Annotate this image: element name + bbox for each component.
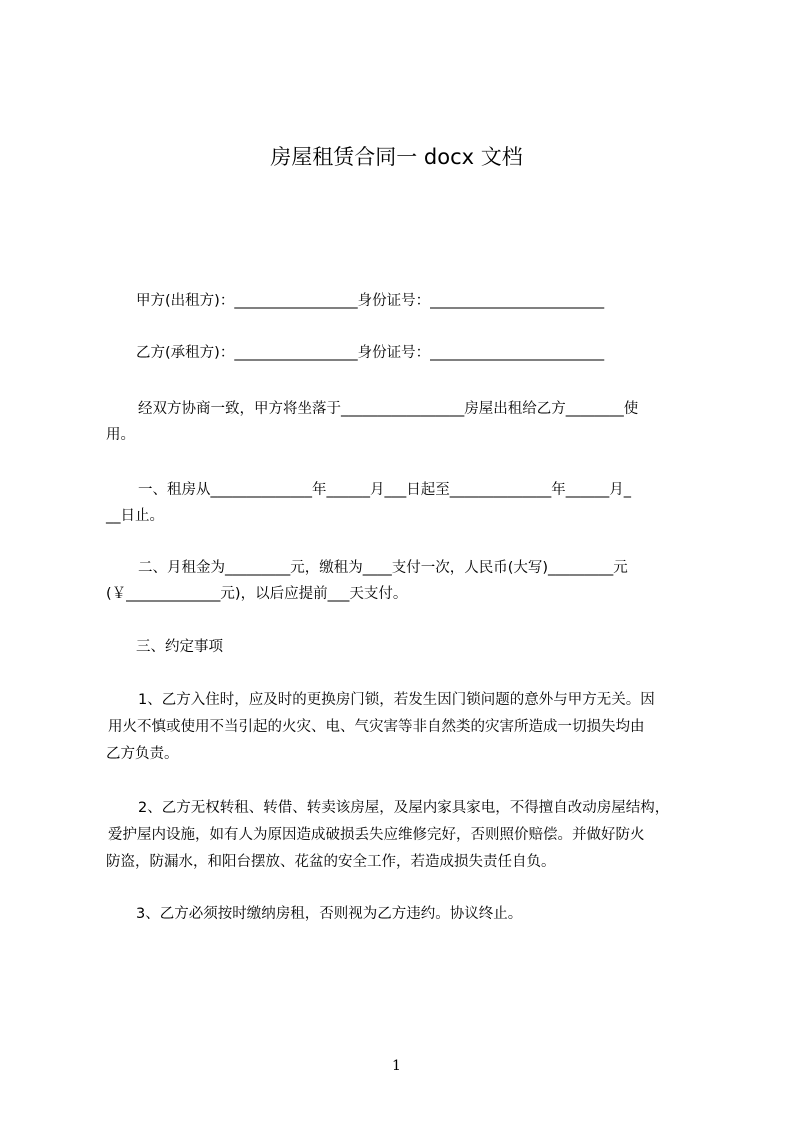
clause-3-item-1-line-2: 用火不慎或使用不当引起的火灾、电、气灾害等非自然类的灾害所造成一切损失均由 — [108, 719, 645, 735]
clause-2-line-1: 二、月租金为_________元，缴租为____支付一次，人民币(大写)_________元 — [138, 560, 628, 576]
party-b-line: 乙方(承租方)：_________________身份证号：________________________ — [136, 345, 605, 361]
clause-3-item-1-line-3: 乙方负责。 — [106, 746, 179, 762]
clause-2-line-2: (￥_____________元)，以后应提前___天支付。 — [106, 586, 408, 602]
party-a-line: 甲方(出租方)：_________________身份证号：________________________ — [136, 293, 605, 309]
clause-3-item-2-line-3: 防盗，防漏水，和阳台摆放、花盆的安全工作，若造成损失责任自负。 — [106, 854, 556, 870]
agreement-line-2: 用。 — [106, 427, 135, 443]
clause-3-item-2-line-1: 2、乙方无权转租、转借、转卖该房屋，及屋内家具家电，不得擅自改动房屋结构， — [138, 800, 670, 816]
clause-3-item-1-line-1: 1、乙方入住时，应及时的更换房门锁，若发生因门锁问题的意外与甲方无关。因 — [138, 692, 655, 708]
agreement-line-1: 经双方协商一致，甲方将坐落于_________________房屋出租给乙方________使 — [138, 401, 639, 417]
clause-3-item-2-line-2: 爱护屋内设施，如有人为原因造成破损丢失应维修完好，否则照价赔偿。并做好防火 — [108, 827, 645, 843]
clause-3-item-3-line-1: 3、乙方必须按时缴纳房租，否则视为乙方违约。协议终止。 — [136, 906, 523, 922]
clause-3-heading: 三、约定事项 — [136, 639, 223, 655]
clause-1-line-1: 一、租房从______________年______月___日起至______________年______月_ — [138, 482, 631, 498]
clause-1-line-2: __日止。 — [106, 508, 164, 524]
page-number: 1 — [392, 1058, 401, 1074]
document-title: 房屋租赁合同一 docx 文档 — [270, 145, 523, 169]
